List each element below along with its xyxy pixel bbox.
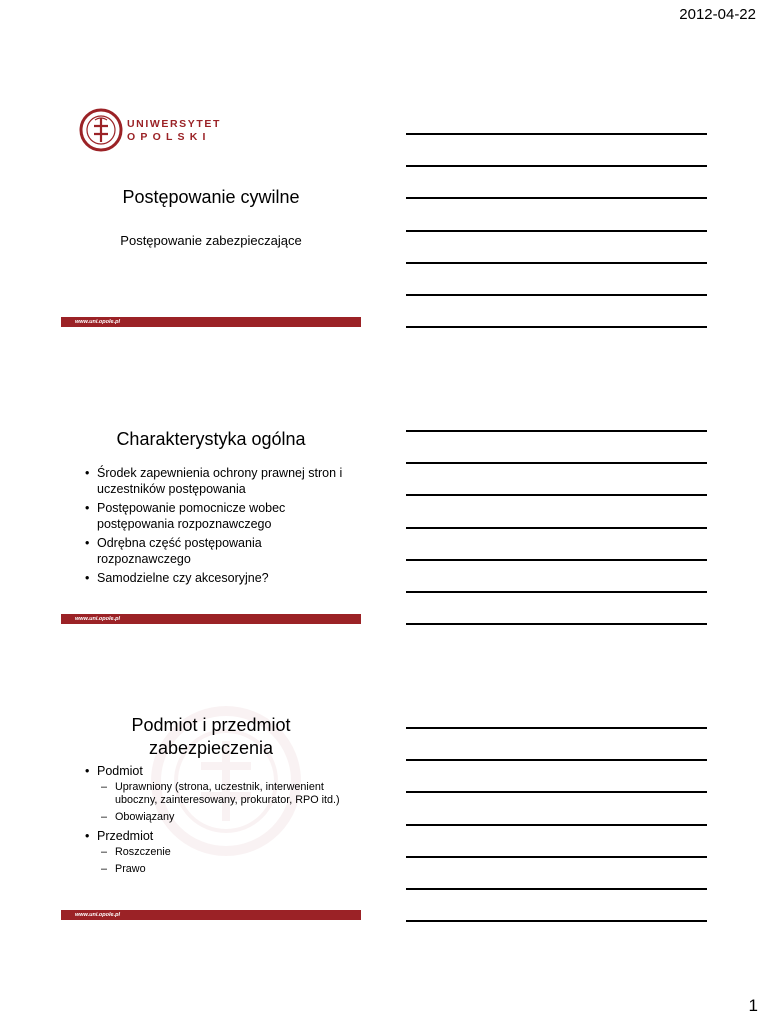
note-line xyxy=(406,824,707,826)
slide-2-bullet-list xyxy=(85,465,350,589)
slide-1-footer xyxy=(61,317,361,327)
note-line xyxy=(406,888,707,890)
note-line xyxy=(406,494,707,496)
bullet-item xyxy=(85,828,350,876)
note-line xyxy=(406,165,707,167)
slide-2-footer xyxy=(61,614,361,624)
note-line xyxy=(406,262,707,264)
bullet-item: • Samodzielne czy akcesoryjne? xyxy=(85,570,350,586)
bullet-item: • Odrębna część postępowania rozpoznawczego xyxy=(85,535,350,567)
slide-3 xyxy=(61,700,361,922)
slide-1-subtitle: Postępowanie zabezpieczające xyxy=(120,233,302,248)
sub-bullet-list xyxy=(97,781,350,824)
note-line xyxy=(406,759,707,761)
note-line xyxy=(406,559,707,561)
slide-1 xyxy=(61,108,361,330)
note-line xyxy=(406,527,707,529)
note-line xyxy=(406,856,707,858)
sub-bullet-list xyxy=(97,846,350,876)
note-line xyxy=(406,591,707,593)
slide-3-footer xyxy=(61,910,361,920)
note-line xyxy=(406,462,707,464)
slide-2-title: Charakterystyka ogólna xyxy=(116,429,306,449)
bullet-item: • Środek zapewnienia ochrony prawnej stron i uczestników postępowania xyxy=(85,465,350,497)
note-line xyxy=(406,727,707,729)
note-line xyxy=(406,230,707,232)
bullet-label: Przedmiot xyxy=(97,829,154,843)
note-line xyxy=(406,430,707,432)
note-line xyxy=(406,133,707,135)
note-line xyxy=(406,294,707,296)
slide-3-title-line1: Podmiot i przedmiot xyxy=(131,715,291,735)
slide-2 xyxy=(61,405,361,627)
slide-3-footer-url: www.uni.opole.pl xyxy=(75,912,121,918)
sub-bullet-item: – Uprawniony (strona, uczestnik, interwenient uboczny, zainteresowany, prokurator, RPO itd.) xyxy=(101,781,350,807)
note-line xyxy=(406,623,707,625)
note-line xyxy=(406,920,707,922)
bullet-item xyxy=(85,763,350,824)
note-line xyxy=(406,326,707,328)
university-seal-icon xyxy=(79,108,123,152)
note-line xyxy=(406,197,707,199)
logo-text-line1: UNIWERSYTET xyxy=(127,118,222,130)
slide-3-title-line2: zabezpieczenia xyxy=(148,738,274,758)
note-line xyxy=(406,791,707,793)
sub-bullet-item: – Obowiązany xyxy=(101,811,350,824)
logo-text-line2: OPOLSKI xyxy=(127,131,211,143)
bullet-label: Podmiot xyxy=(97,764,143,778)
sub-bullet-item: – Roszczenie xyxy=(101,846,350,859)
slide-2-footer-url: www.uni.opole.pl xyxy=(75,616,121,622)
sub-bullet-item: – Prawo xyxy=(101,863,350,876)
slide-3-bullet-list xyxy=(85,763,350,880)
slide-1-title: Postępowanie cywilne xyxy=(122,187,300,207)
date-header: 2012-04-22 xyxy=(679,6,756,23)
bullet-item: • Postępowanie pomocnicze wobec postępowania rozpoznawczego xyxy=(85,500,350,532)
page-number: 1 xyxy=(748,996,758,1015)
university-logo xyxy=(79,108,222,152)
slide-1-footer-url: www.uni.opole.pl xyxy=(75,319,121,325)
